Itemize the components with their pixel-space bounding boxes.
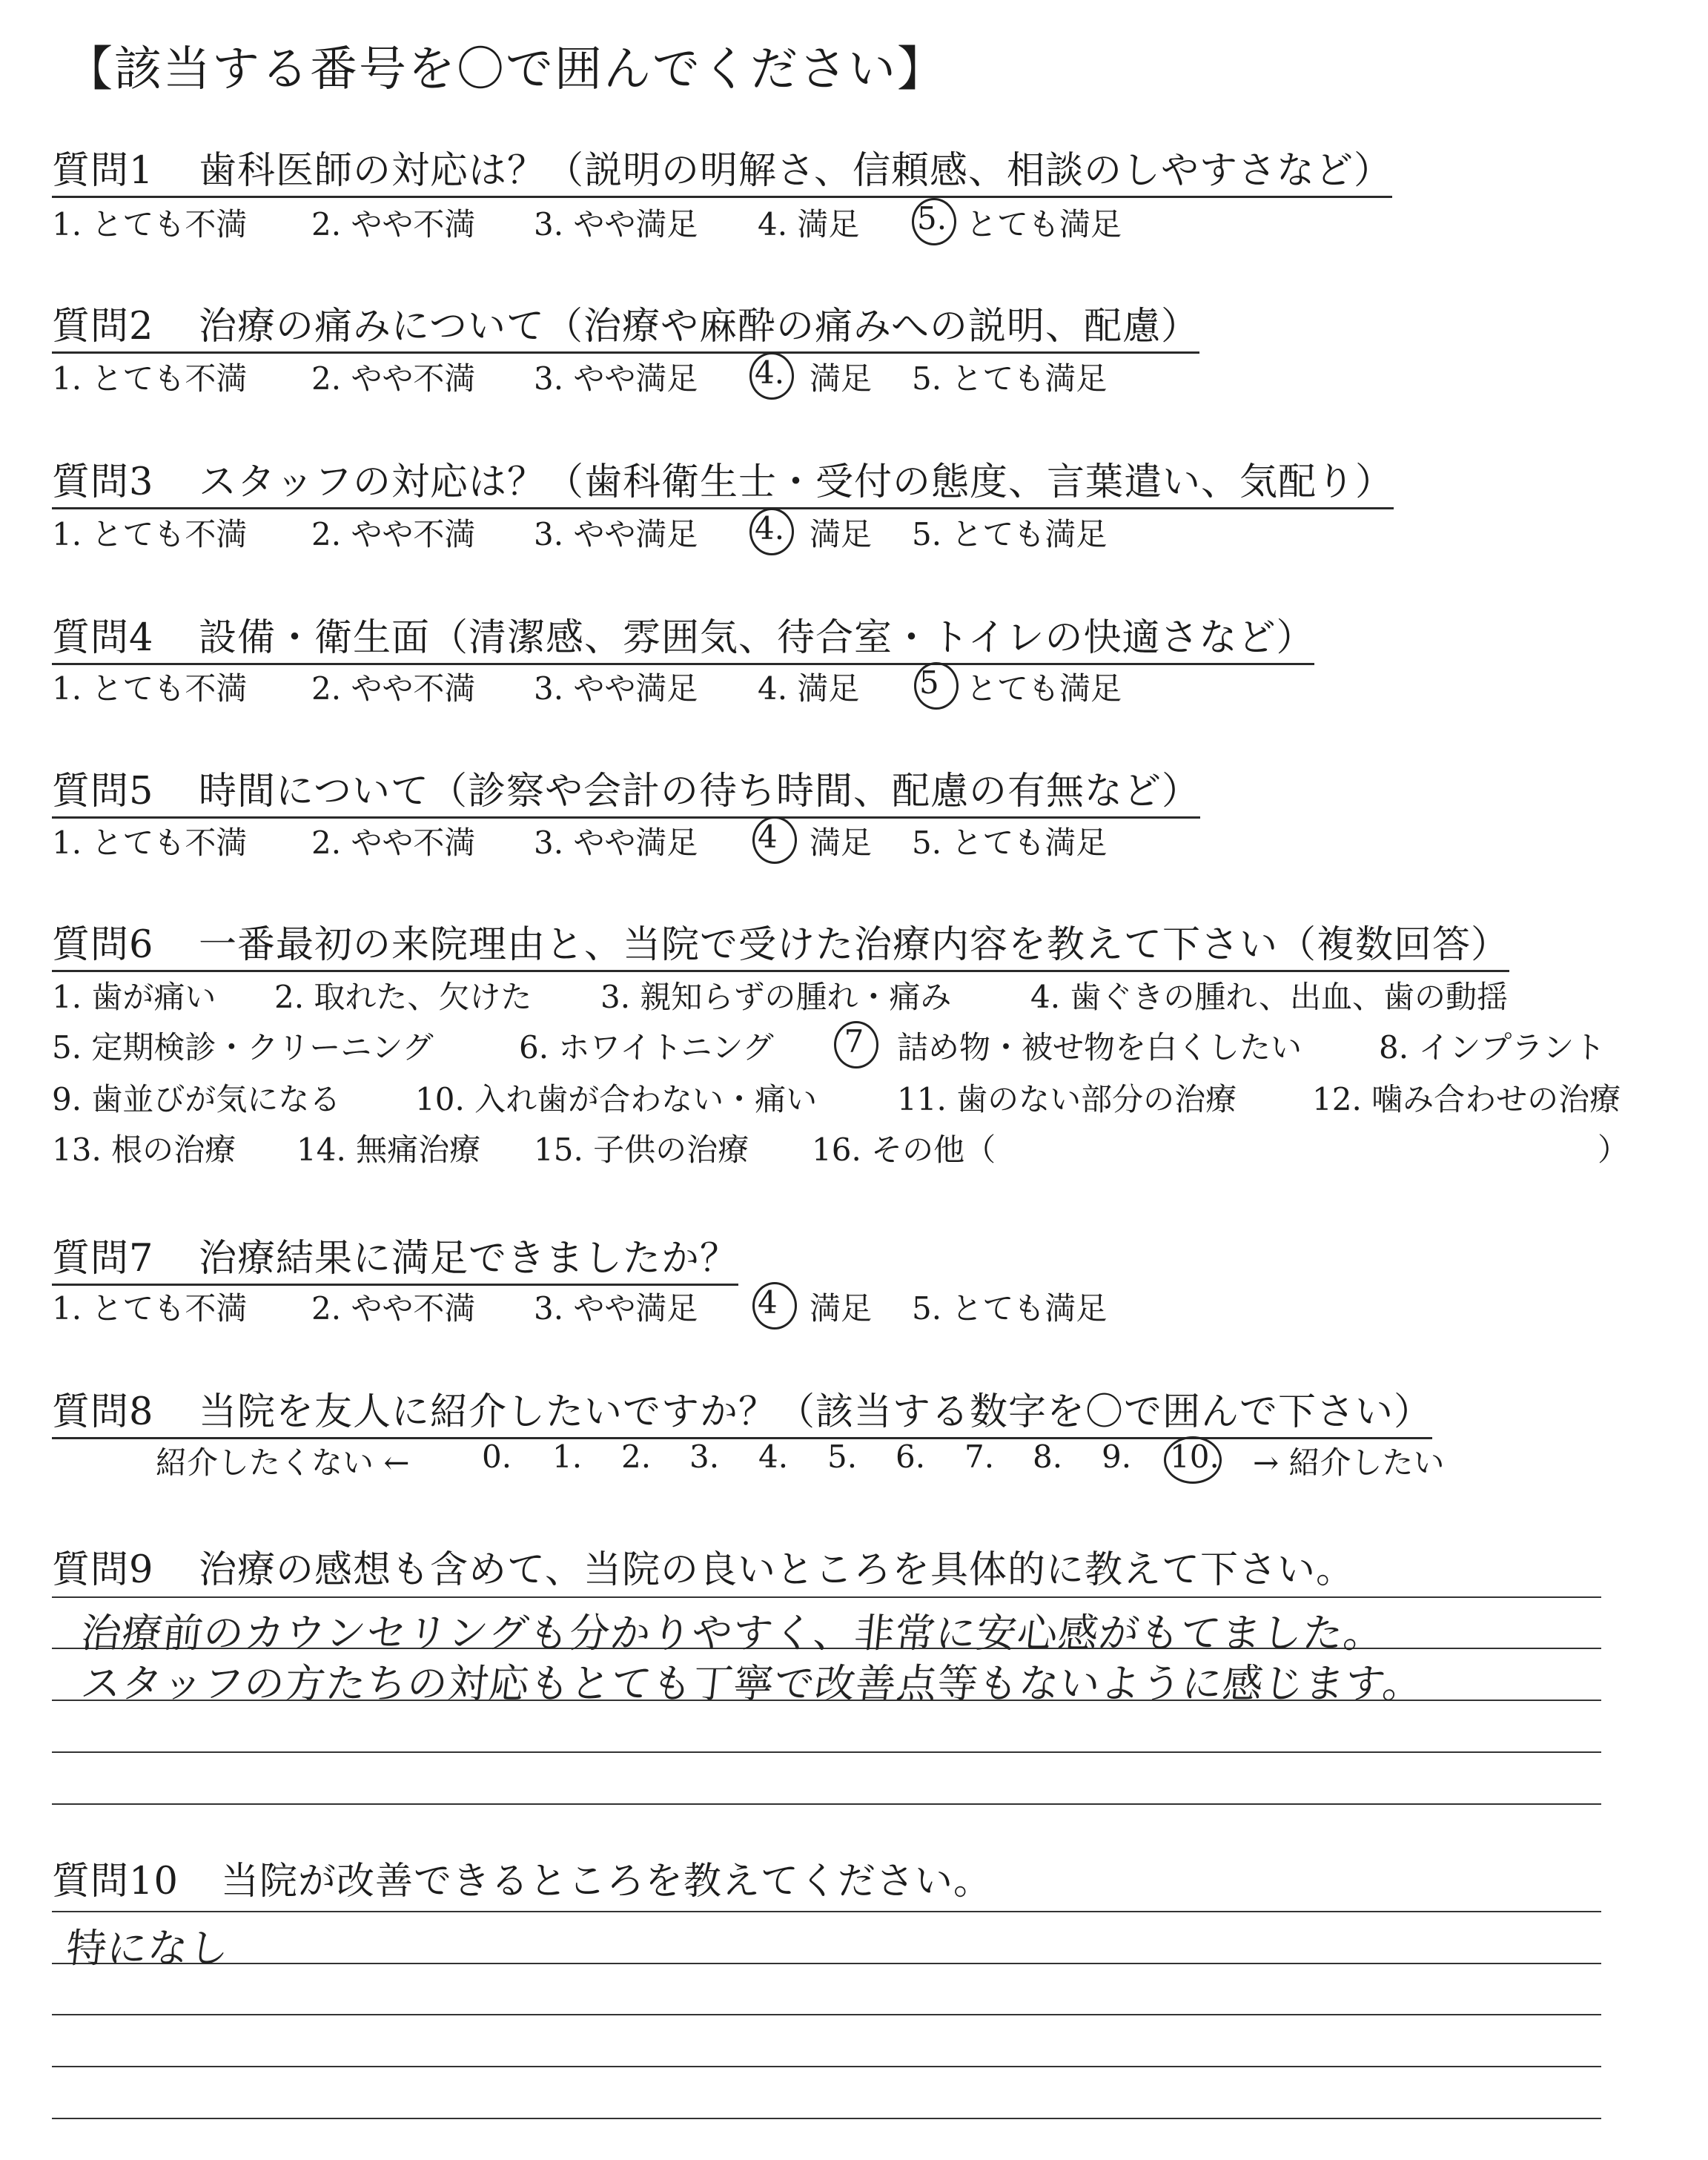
q8-scale-7[interactable]: 7.: [964, 1439, 995, 1475]
question-3-title: [52, 451, 1394, 509]
question-7-number: 質問7: [52, 1237, 154, 1281]
q3-option-4-circled[interactable]: 4.: [755, 510, 785, 546]
q7-option-5[interactable]: 5. とても満足: [912, 1290, 1108, 1327]
question-9-number: 質問9: [52, 1548, 154, 1592]
question-7-text: 治療結果に満足できましたか？: [199, 1237, 739, 1281]
q1-option-1[interactable]: 1. とても不満: [52, 206, 248, 242]
q3-option-4-label: 満足: [810, 516, 873, 552]
question-6-row-3: [52, 1075, 1668, 1117]
question-10-number: 質問10: [52, 1860, 179, 1903]
question-6-text: 一番最初の来院理由と、当院で受けた治療内容を教えて下さい（複数回答）: [199, 923, 1510, 967]
question-2-text: 治療の痛みについて（治療や麻酔の痛みへの説明、配慮）: [199, 305, 1199, 349]
question-4-number: 質問4: [52, 616, 154, 660]
q6-option-7-circled[interactable]: 7: [839, 1023, 869, 1060]
question-9-text: 治療の感想も含めて、当院の良いところを具体的に教えて下さい。: [199, 1548, 1354, 1592]
q6-other-close-paren: ）: [1598, 1132, 1629, 1168]
q8-scale-4[interactable]: 4.: [758, 1439, 789, 1475]
q10-answer-rule-2: [52, 1963, 1601, 1964]
q7-option-4-label: 満足: [810, 1290, 873, 1327]
q5-option-3[interactable]: 3. やや満足: [534, 825, 698, 861]
question-1-text: 歯科医師の対応は？（説明の明解さ、信頼感、相談のしやすさなど）: [199, 149, 1392, 193]
q3-option-1[interactable]: 1. とても不満: [52, 516, 248, 552]
q9-handwritten-answer-line-2[interactable]: スタッフの方たちの対応もとても丁寧で改善点等もないように感じます。: [79, 1660, 1426, 1707]
q10-handwritten-answer[interactable]: 特になし: [64, 1925, 232, 1972]
q2-option-1[interactable]: 1. とても不満: [52, 360, 248, 397]
q9-answer-rule-4: [52, 1751, 1601, 1753]
q6-option-12[interactable]: 12. 噛み合わせの治療: [1312, 1081, 1621, 1117]
q6-option-1[interactable]: 1. 歯が痛い: [52, 979, 216, 1015]
question-6-row-4: [52, 1126, 1668, 1168]
q1-option-2[interactable]: 2. やや不満: [311, 206, 476, 242]
q1-option-5-label: とても満足: [966, 206, 1122, 242]
question-5-number: 質問5: [52, 770, 154, 813]
q8-scale-10-circled[interactable]: 10.: [1170, 1439, 1219, 1475]
q8-scale-6[interactable]: 6.: [896, 1439, 926, 1475]
question-2-number: 質問2: [52, 305, 154, 349]
q8-scale-5[interactable]: 5.: [827, 1439, 858, 1475]
q6-option-2[interactable]: 2. 取れた、欠けた: [274, 979, 532, 1015]
q6-option-11[interactable]: 11. 歯のない部分の治療: [897, 1081, 1237, 1117]
q6-option-8[interactable]: 8. インプラント: [1379, 1029, 1606, 1066]
question-10-text: 当院が改善できるところを教えてください。: [221, 1860, 993, 1903]
q1-option-4[interactable]: 4. 満足: [758, 206, 860, 242]
q2-option-3[interactable]: 3. やや満足: [534, 360, 698, 397]
question-3-number: 質問3: [52, 460, 154, 504]
q2-option-5[interactable]: 5. とても満足: [912, 360, 1108, 397]
question-8-number: 質問8: [52, 1390, 154, 1434]
q7-option-2[interactable]: 2. やや不満: [311, 1290, 476, 1327]
q8-scale-0[interactable]: 0.: [482, 1439, 512, 1475]
q5-option-5[interactable]: 5. とても満足: [912, 825, 1108, 861]
question-9-title: [52, 1539, 1354, 1593]
question-5-text: 時間について（診察や会計の待ち時間、配慮の有無など）: [199, 770, 1200, 813]
q8-scale-1[interactable]: 1.: [552, 1439, 583, 1475]
q9-answer-rule-1: [52, 1596, 1601, 1598]
q8-right-label: → 紹介したい: [1253, 1444, 1445, 1481]
q5-option-1[interactable]: 1. とても不満: [52, 825, 248, 861]
question-8-text: 当院を友人に紹介したいですか？（該当する数字を〇で囲んで下さい）: [199, 1390, 1433, 1434]
q10-answer-rule-1: [52, 1911, 1601, 1912]
q2-option-4-circled[interactable]: 4.: [755, 354, 785, 391]
q3-option-2[interactable]: 2. やや不満: [311, 516, 476, 552]
q1-option-5-circled[interactable]: 5.: [917, 200, 947, 237]
q6-option-13[interactable]: 13. 根の治療: [52, 1132, 236, 1168]
q6-option-5[interactable]: 5. 定期検診・クリーニング: [52, 1029, 434, 1066]
q10-answer-rule-4: [52, 2066, 1601, 2067]
question-6-title: [52, 914, 1509, 972]
q6-option-6[interactable]: 6. ホワイトニング: [519, 1029, 774, 1066]
q10-answer-rule-3: [52, 2014, 1601, 2015]
question-5-title: [52, 760, 1200, 819]
q8-scale-8[interactable]: 8.: [1033, 1439, 1063, 1475]
q3-option-5[interactable]: 5. とても満足: [912, 516, 1108, 552]
q6-option-15[interactable]: 15. 子供の治療: [534, 1132, 749, 1168]
q8-scale-9[interactable]: 9.: [1102, 1439, 1132, 1475]
q4-option-1[interactable]: 1. とても不満: [52, 670, 248, 707]
q8-left-label: 紹介したくない ←: [156, 1444, 410, 1481]
q6-option-9[interactable]: 9. 歯並びが気になる: [52, 1081, 341, 1117]
q4-option-5-circled[interactable]: 5: [919, 664, 939, 701]
q4-option-3[interactable]: 3. やや満足: [534, 670, 698, 707]
q5-option-4-label: 満足: [810, 825, 873, 861]
question-4-title: [52, 607, 1314, 665]
question-7-title: [52, 1227, 738, 1286]
q6-option-16[interactable]: 16. その他（: [812, 1132, 996, 1168]
q6-option-14[interactable]: 14. 無痛治療: [297, 1132, 481, 1168]
q8-scale-3[interactable]: 3.: [689, 1439, 720, 1475]
q5-option-4-circled[interactable]: 4: [758, 819, 778, 855]
q4-option-4[interactable]: 4. 満足: [758, 670, 860, 707]
q7-option-1[interactable]: 1. とても不満: [52, 1290, 248, 1327]
q7-option-3[interactable]: 3. やや満足: [534, 1290, 698, 1327]
question-8-title: [52, 1381, 1432, 1439]
question-6-number: 質問6: [52, 923, 154, 967]
question-6-row-1: [52, 973, 1668, 1015]
question-4-text: 設備・衛生面（清潔感、雰囲気、待合室・トイレの快適さなど）: [199, 616, 1315, 660]
page-heading: 【該当する番号を〇で囲んでください】: [65, 42, 946, 97]
question-6-row-2: [52, 1023, 1668, 1066]
question-10-title: [52, 1850, 992, 1905]
q10-answer-rule-5: [52, 2118, 1601, 2119]
question-1-title: [52, 139, 1392, 198]
q9-handwritten-answer-line-1[interactable]: 治療前のカウンセリングも分かりやすく、非常に安心感がもてました。: [79, 1610, 1387, 1657]
q6-option-3[interactable]: 3. 親知らずの腫れ・痛み: [600, 979, 952, 1015]
q2-option-4-label: 満足: [810, 360, 873, 397]
q4-option-2[interactable]: 2. やや不満: [311, 670, 476, 707]
q9-answer-rule-5: [52, 1803, 1601, 1805]
question-1-number: 質問1: [52, 149, 154, 193]
question-3-text: スタッフの対応は？（歯科衛生士・受付の態度、言葉遣い、気配り）: [199, 460, 1394, 504]
q4-option-5-label: とても満足: [966, 670, 1122, 707]
q5-option-2[interactable]: 2. やや不満: [311, 825, 476, 861]
q3-option-3[interactable]: 3. やや満足: [534, 516, 698, 552]
question-8-scale: [52, 1439, 1609, 1481]
q6-option-7-label: 詰め物・被せ物を白くしたい: [897, 1029, 1302, 1066]
q6-option-4[interactable]: 4. 歯ぐきの腫れ、出血、歯の動揺: [1030, 979, 1508, 1015]
q6-option-10[interactable]: 10. 入れ歯が合わない・痛い: [415, 1081, 818, 1117]
question-2-title: [52, 295, 1199, 354]
q2-option-2[interactable]: 2. やや不満: [311, 360, 476, 397]
q8-scale-2[interactable]: 2.: [621, 1439, 652, 1475]
q7-option-4-circled[interactable]: 4: [758, 1284, 778, 1321]
q1-option-3[interactable]: 3. やや満足: [534, 206, 698, 242]
